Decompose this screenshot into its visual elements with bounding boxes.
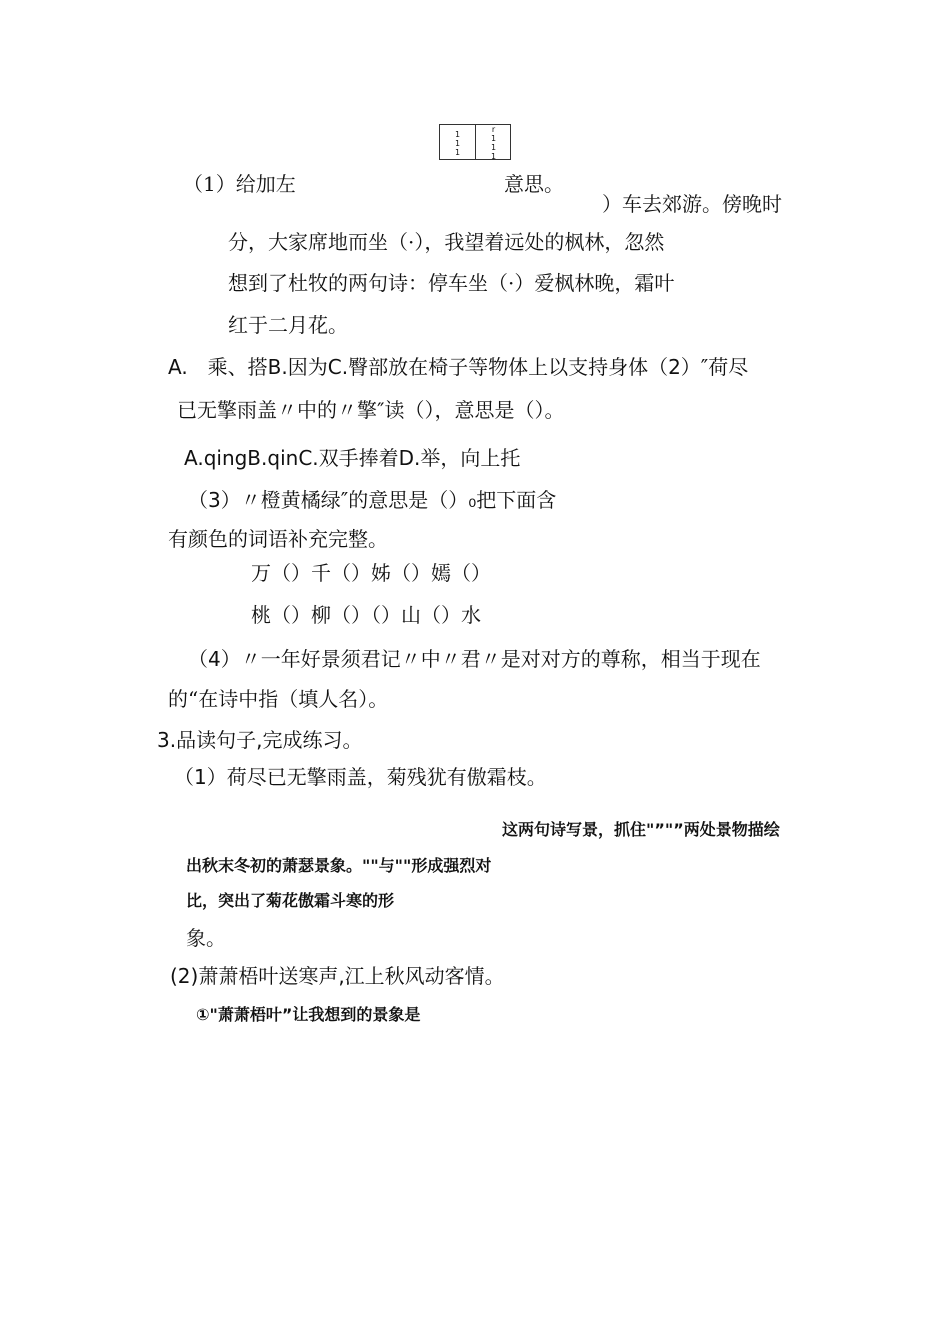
section-3-q1: （1）荷尽已无擎雨盖，菊残犹有傲霜枝。	[174, 765, 547, 789]
section-3-q2: (2)萧萧梧叶送寒声,江上秋风动客情。	[170, 964, 505, 988]
q3-prompt-cont: 有颜色的词语补充完整。	[168, 527, 388, 551]
mini-table	[439, 124, 511, 160]
section-3-q1-analysis-3: 比，突出了菊花傲霜斗寒的形	[186, 891, 395, 910]
section-3-q2-sub-1: ①"萧萧梧叶”让我想到的景象是	[196, 1005, 421, 1024]
q1-options: A. 乘、搭B.因为C.臀部放在椅子等物体上以支持身体（2）″荷尽	[168, 355, 749, 379]
q4-prompt: （4）〃一年好景须君记〃中〃君〃是对对方的尊称，相当于现在	[188, 647, 761, 671]
passage-line-1: ）车去郊游。傍晚时	[602, 192, 782, 216]
mini-table-right-cell: r 1 1 1	[490, 125, 497, 161]
q3-prompt: （3）〃橙黄橘绿″的意思是（）₀把下面含	[188, 488, 557, 512]
q2-prompt: 已无擎雨盖〃中的〃擎″读（），意思是（）。	[177, 398, 565, 422]
color-words-row-2: 桃（）柳（）（）山（）水	[251, 603, 481, 627]
q4-prompt-cont: 的“在诗中指（填人名）。	[168, 687, 389, 711]
q1-prompt-end: 意思。	[504, 172, 564, 196]
passage-line-4: 红于二月花。	[228, 313, 348, 337]
passage-line-2: 分，大家席地而坐（·），我望着远处的枫林，忽然	[228, 230, 665, 254]
q1-prompt: （1）给加左	[183, 172, 296, 196]
section-3-q1-analysis-1: 这两句诗写景，抓住"”"”两处景物描绘	[502, 820, 780, 839]
section-3-q1-analysis-4: 象。	[186, 926, 226, 950]
section-3-q1-analysis-2: 出秋末冬初的萧瑟景象。""与""形成强烈对	[186, 856, 492, 875]
q2-options: A.qingB.qinC.双手捧着D.举，向上托	[184, 446, 521, 470]
section-3-heading: 3.品读句子,完成练习。	[157, 728, 363, 752]
passage-line-3: 想到了杜牧的两句诗：停车坐（·）爱枫林晚，霜叶	[228, 271, 675, 295]
mini-table-left-cell: 1 1 1	[454, 130, 461, 157]
color-words-row-1: 万（）千（）姊（）嫣（）	[251, 561, 491, 585]
